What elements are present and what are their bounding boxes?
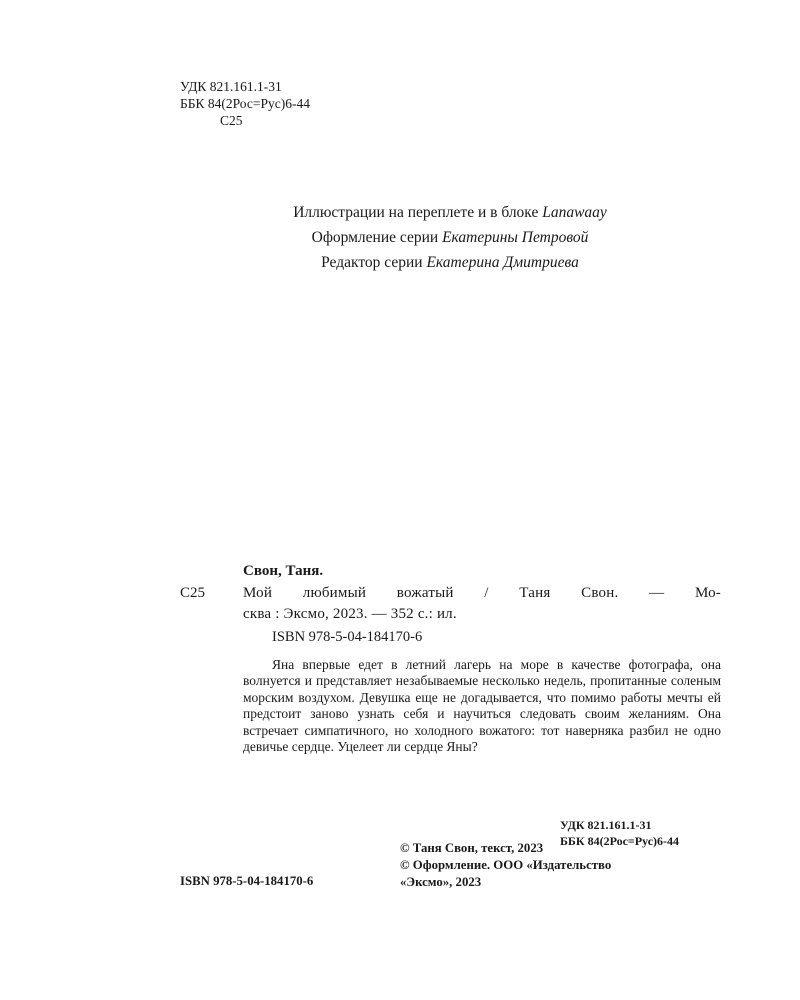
credit-series-editor: Редактор серии Екатерина Дмитриева — [321, 254, 579, 271]
credits-block — [0, 200, 800, 275]
annotation — [243, 657, 721, 755]
catalog-author-sign: С25 — [180, 585, 206, 601]
catalog-description — [243, 583, 721, 625]
copyright-text: © Таня Свон, текст, 2023 — [400, 841, 544, 855]
catalog-isbn: ISBN 978-5-04-184170-6 — [272, 629, 423, 645]
catalog-bbk: ББК 84(2Рос=Рус)6-44 — [560, 833, 680, 848]
udk-header — [180, 78, 310, 129]
bbk-code: ББК 84(2Рос=Рус)6-44 — [180, 96, 310, 111]
credit-series-design: Оформление серии Екатерины Петровой — [311, 229, 589, 246]
description-line-1: Мой любимый вожатый / Таня Свон. — Мо- — [243, 585, 721, 601]
catalog-udk: УДК 821.161.1-31 — [560, 818, 652, 832]
udk-code: УДК 821.161.1-31 — [180, 79, 282, 94]
credit-illustrations: Иллюстрации на переплете и в блоке Lanawaay — [293, 204, 607, 221]
footer-isbn: ISBN 978-5-04-184170-6 — [180, 874, 314, 888]
copyright-design-2: «Эксмо», 2023 — [400, 875, 482, 889]
copyright-block — [400, 840, 611, 891]
catalog-author: Свон, Таня. — [243, 563, 324, 579]
description-line-2: сква : Эксмо, 2023. — 352 с.: ил. — [243, 606, 457, 622]
annotation-text: Яна впервые едет в летний лагерь на море в качестве фотографа, она волнуется и представляет незабываемые несколько недель, пропитанные соленым морским воздухом. Девушка еще не догадывается, что помимо работы мечты ей предстоит заново узнать себя и научиться следовать своим желаниям. Она встречает симпатичного, но холодного вожатого: тот наверняка разбил не одно девичье сердце. Уцелеет ли сердце Яны? — [243, 657, 721, 755]
author-sign: С25 — [220, 113, 243, 128]
copyright-design-1: © Оформление. ООО «Издательство — [400, 858, 612, 872]
